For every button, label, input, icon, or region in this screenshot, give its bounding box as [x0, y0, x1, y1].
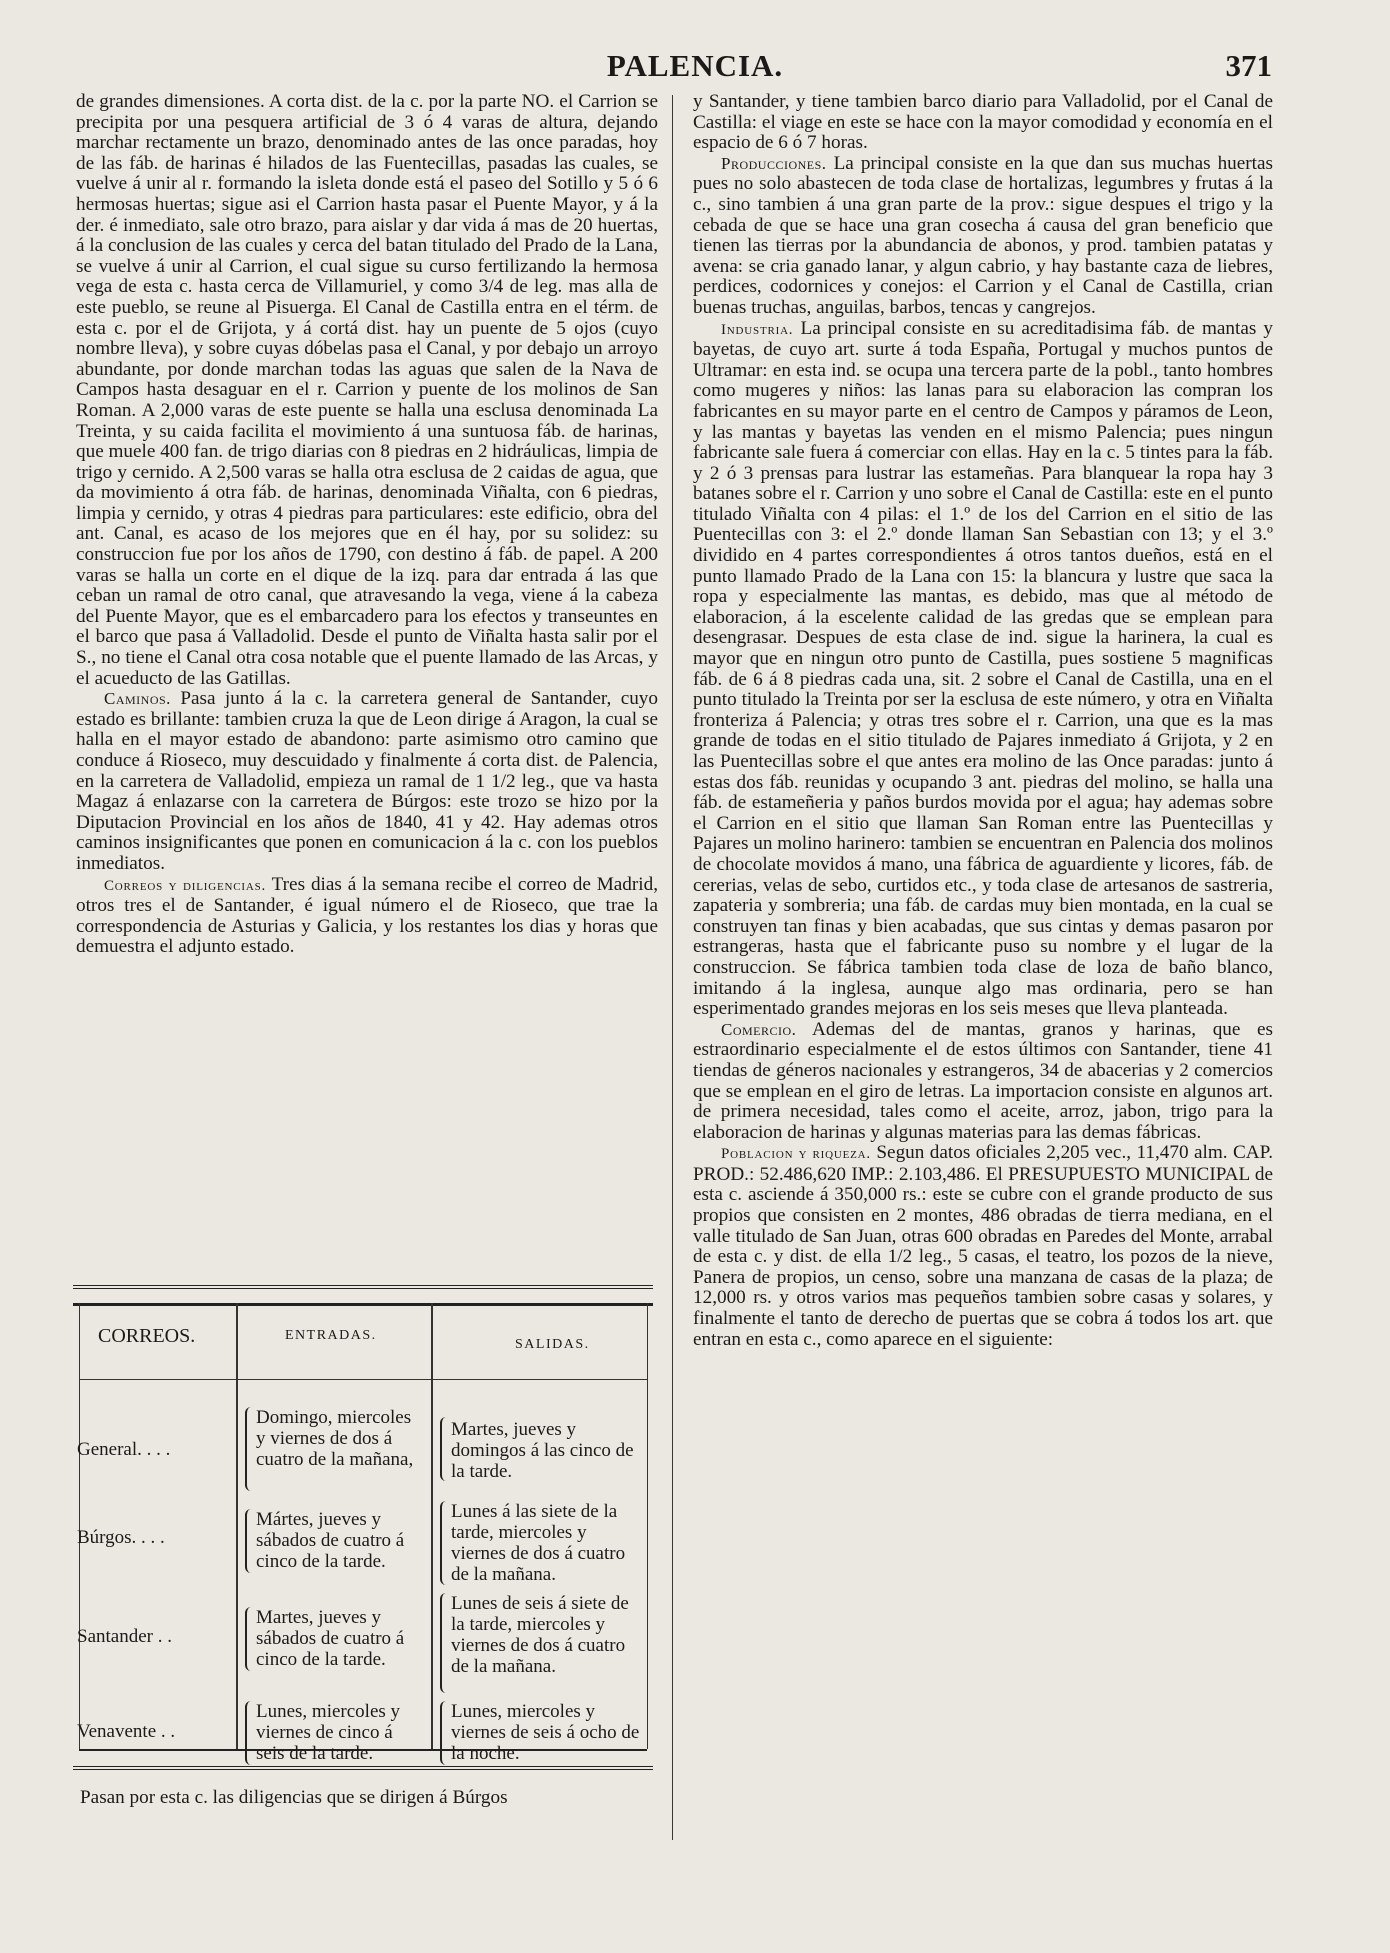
table-rule [79, 1303, 80, 1749]
route-cell: Venavente . . [77, 1721, 176, 1742]
section-heading-caminos: Caminos. [104, 689, 171, 709]
paragraph-barco: y Santander, y tiene tambien barco diario para Valladolid, por el Canal de Castilla: el viage en este se hace con la mayor comodidad y economía en el espacio de 6 ó 7 horas. [693, 91, 1273, 154]
comercio-text: Ademas del de mantas, granos y harinas, que es estraordinario especialmente el de estos últimos con Santander, tiene 41 tiendas de géneros nacionales y estrangeros, 34 de abacerias y 2 comercios que se emplean en el giro de letras. La importacion consiste en algunos art. de primera necesidad, tales como el aceite, arroz, jabon, trigo para la elaboracion de harinas y algunas materias para las demas fábricas. [693, 1018, 1273, 1143]
salidas-cell: Lunes, miercoles y viernes de seis á ocho de la noche. [451, 1701, 640, 1764]
page-number: 371 [1225, 48, 1272, 83]
correos-text: Tres dias á la semana recibe el correo de Madrid, otros tres el de Santander, é igual número el de Rioseco, que trae la correspondencia de Asturias y Galicia, y los restantes los dias y horas que demuestra el adjunto estado. [76, 873, 659, 958]
section-heading-producciones: Producciones. [721, 153, 827, 173]
entradas-cell: Domingo, miercoles y viernes de dos á cuatro de la mañana, [256, 1407, 414, 1470]
salidas-cell: Lunes de seis á siete de la tarde, miercoles y viernes de dos á cuatro de la mañana. [451, 1593, 629, 1677]
section-heading-comercio: Comercio. [721, 1019, 797, 1039]
paragraph-rios: de grandes dimensiones. A corta dist. de la c. por la parte NO. el Carrion se precipita por una pesquera artificial de 3 ó 4 varas de altura, dejando marchar rectamente un brazo, denominado antes de las once paradas, hoy de las fáb. de harinas é hilados de las Fuentecillas, pasadas las cuales, se vuelve á unir al r. formando la isleta donde está el paseo del Sotillo y 5 ó 6 hermosas huertas; sigue asi el Carrion hasta pasar el Puente Mayor, y á la der. é inmediato, sale otro brazo, para aislar y dar vida á mas de 20 huertas, á la conclusion de las cuales y cerca del batan titulado del Prado de la Lana, se vuelve á unir al Carrion, el cual sigue su curso fertilizando la hermosa vega de esta c. hasta cerca de Villamuriel, y como 3/4 de leg. mas alla de este pueblo, se reune al Pisuerga. El Canal de Castilla entra en el térm. de esta c. por el de Grijota, y á cortá dist. hay un puente de 5 ojos (cuyo nombre lleva), y sobre cuyas dóbelas pasa el Canal, y por debajo un arroyo abundante, por donde marchan todas las aguas que salen de la Nava de Campos hasta desaguar en el r. Carrion y puente de los molinos de San Roman. A 2,000 varas de este puente se halla una esclusa denominada La Treinta, y su caida facilita el movimiento á una suntuosa fáb. de harinas, que muele 400 fan. de trigo diarias con 8 piedras en 2 hidráulicas, limpia de trigo y cernido. A 2,500 varas se halla otra esclusa de 2 caidas de agua, que da movimiento á otra fáb. de harinas, denominada Viñalta, con 6 piedras, limpia y cernido, y otras 4 piedras para particulares: este edificio, obra del ant. Canal, es acaso de los mejores que en él hay, por su solidez: su construccion fue por los años de 1790, con destino á fáb. de papel. A 200 varas se halla un corte en el dique de la izq. para dar entrada á las que ceban un ramal de otro canal, que atravesando la vega, viene á la cabeza del Puente Mayor, que es el embarcadero para los efectos y transeuntes en el barco que pasa á Valladolid. Desde el punto de Viñalta hasta salir por el S., no tiene el Canal otra cosa notable que el puente llamado de las Arcas, y el acueducto de las Gatillas. [76, 91, 658, 689]
column-divider [672, 95, 673, 1840]
left-column [76, 92, 658, 958]
table-rule [73, 1303, 653, 1306]
header-salidas: SALIDAS. [515, 1337, 590, 1352]
route-cell: General. . . . [77, 1439, 171, 1460]
table-rule [431, 1303, 433, 1749]
entradas-cell: Lunes, miercoles y viernes de cinco á seis de la tarde. [256, 1701, 401, 1764]
salidas-cell: Martes, jueves y domingos á las cinco de la tarde. [451, 1419, 634, 1482]
producciones-text: La principal consiste en la que dan sus muchas huertas pues no solo abastecen de toda clase de hortalizas, legumbres y frutas á la c., sino tambien á una gran parte de la prov.: sigue despues el trigo y la cebada de que se hace una gran cosecha á causa del gran beneficio que tienen las tierras por la abundancia de abonos, y prod. tambien patatas y avena: se cria ganado lanar, y algun cabrio, y hay bastante caza de liebres, perdices, codornices y conejos: el Carrion y el Canal de Castilla, crian buenas truchas, anguilas, barbos, tencas y cangrejos. [693, 152, 1273, 318]
header-correos: CORREOS. [98, 1325, 196, 1347]
correos-schedule-table [73, 1285, 653, 1770]
table-rule [236, 1303, 238, 1749]
table-rule [647, 1303, 648, 1749]
paragraph-industria [693, 319, 1273, 1020]
route-cell: Santander . . [77, 1626, 172, 1647]
table-rule [79, 1379, 647, 1380]
caminos-text: Pasa junto á la c. la carretera general de Santander, cuyo estado es brillante: tambien cruza la que de Leon dirige á Aragon, la cual se halla en el mayor estado de abandono: parte asimismo otro camino que conduce á Rioseco, muy descuidado y finalmente á corta dist. de Palencia, en la carretera de Valladolid, empieza un ramal de 1 1/2 leg., que va hasta Magaz á enlazarse con la carretera de Búrgos: este trozo se hizo por la Diputacion Provincial en los años de 1840, 41 y 42. Hay ademas otros caminos insignificantes que ponen en comunicacion á la c. con los pueblos inmediatos. [76, 688, 658, 874]
right-column [693, 92, 1273, 1350]
paragraph-comercio [693, 1020, 1273, 1144]
paragraph-producciones [693, 154, 1273, 319]
poblacion-text: Segun datos oficiales 2,205 vec., 11,470 alm. CAP. PROD.: 52.486,620 IMP.: 2.103,486. El PRESUPUESTO MUNICIPAL de esta c. asciende á 350,000 rs.: este se cubre con el grande producto de sus propios que consisten en 2 montes, 486 obradas de tierra mediana, en el valle titulado de San Juan, otras 600 obradas en Paredes del Monte, arrabal de esta c. y dist. de ella 1/2 leg., 5 casas, el teatro, los pozos de la nieve, Panera de propios, un censo, sobre una manzana de casas de la plaza; de 12,000 rs. y otros varios mas pequeños tambien sobre casas y solares, y finalmente el tanto de derecho de puertas que se cobra á todos los art. que entran en esta c., como aparece en el siguiente: [693, 1142, 1273, 1350]
route-cell: Búrgos. . . . [77, 1527, 165, 1548]
entradas-cell: Martes, jueves y sábados de cuatro á cinco de la tarde. [256, 1607, 405, 1670]
paragraph-poblacion [693, 1143, 1273, 1350]
page-header [0, 48, 1390, 88]
paragraph-correos [76, 875, 658, 958]
header-entradas: ENTRADAS. [285, 1328, 377, 1343]
entradas-cell: Mártes, jueves y sábados de cuatro á cinco de la tarde. [256, 1509, 405, 1572]
section-heading-poblacion: Poblacion y riqueza. [721, 1146, 871, 1163]
running-title: PALENCIA. [606, 48, 784, 83]
section-heading-industria: Industria. [721, 321, 794, 338]
salidas-cell: Lunes á las siete de la tarde, miercoles y viernes de dos á cuatro de la mañana. [451, 1501, 626, 1585]
diligencias-text: Pasan por esta c. las diligencias que se dirigen á Búrgos [80, 1787, 508, 1808]
section-heading-correos: Correos y diligencias. [104, 877, 267, 894]
paragraph-caminos [76, 689, 658, 874]
industria-text: La principal consiste en su acreditadisima fáb. de mantas y bayetas, de cuyo art. surte á toda España, Portugal y muchos puntos de Ultramar: en esta ind. se ocupa una tercera parte de la pobl., tanto hombres como mugeres y niños: las lanas para su elaboracion las compran los fabricantes en su mayor parte en el centro de Campos y páramos de Leon, y las mantas y bayetas las venden en el mismo Palencia; pues ningun fabricante sale fuera á comerciar con ellas. Hay en la c. 5 tintes para la fáb. y 2 ó 3 prensas para lustrar las estameñas. Para blanquear la ropa hay 3 batanes sobre el r. Carrion y uno sobre el Canal de Castilla: este en el punto titulado Viñalta con 4 pilas: el 1.º de los del Carrion en el sitio de las Puentecillas con 3: el 2.º donde llaman San Sebastian con 13; y el 3.º dividido en 4 partes correspondientes á otros tantos dueños, está en el punto llamado Prado de la Lana con 15: la blancura y lustre que saca la ropa y especialmente las mantas, es debido, mas que al método de elaboracion, á la escelente calidad de las gredas que se emplean para desengrasar. Despues de esta clase de ind. sigue la harinera, la cual es mayor que en ningun otro punto de Castilla, pues sostiene 5 magnificas fáb. de 6 á 8 piedras cada una, sit. 2 sobre el Canal de Castilla, una en el punto titulado la Treinta por ser la esclusa de este número, y otra en Viñalta fronteriza á Palencia; y otras tres sobre el r. Carrion, una que es la mas grande de todas en el sitio titulado de Pajares inmediato á Grijota, y 2 en las Puentecillas sobre el que antes era molino de las Once paradas: junto á estas dos fáb. reunidas y ocupando 3 ant. piedras del molino, se halla una fáb. de estameñeria y paños burdos movida por el agua; hay ademas sobre el Carrion en el sitio que llaman San Roman entre las Puentecillas y Pajares un molino harinero: tambien se encuentran en Palencia dos molinos de chocolate movidos á mano, una fábrica de aguardiente y licores, fáb. de cererias, velas de sebo, curtidos etc., y toda clase de artesanos de sastreria, zapateria y sombreria; una fáb. de cardas muy bien montada, en la cual se construyen tan finas y bien acabadas, que sus cintas y demas pasaron por estrangeras, hasta que el fabricante puso su nombre y el lugar de la construccion. Se fábrica tambien toda clase de loza de baño blanco, imitando á la inglesa, aunque algo mas ordinaria, pero se han esperimentado grandes mejoras en los seis meses que lleva planteada. [693, 317, 1273, 1020]
